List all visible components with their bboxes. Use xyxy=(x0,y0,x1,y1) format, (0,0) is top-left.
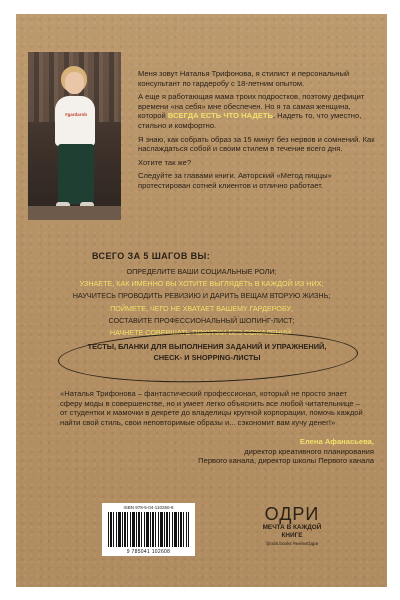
step-item: ОПРЕДЕЛИТЕ ВАШИ СОЦИАЛЬНЫЕ РОЛИ; xyxy=(126,267,277,276)
intro-question: Хотите так же? xyxy=(138,157,192,167)
intro-paragraph-1: Меня зовут Наталья Трифонова, я стилист и персональный консультант по гардеробу с 18-летним опытом. xyxy=(138,69,350,88)
barcode xyxy=(102,503,195,556)
intro-p2-end: . Надеть то, что уместно, стильно и комфортно. xyxy=(138,111,362,130)
step-item: СОСТАВИТЕ ПРОФЕССИОНАЛЬНЫЙ ШОПИНГ-ЛИСТ; xyxy=(108,315,295,325)
step-item: НАЧНЕТЕ СОВЕРШАТЬ ПОКУПКИ БЕЗ СОЖАЛЕНИЙ. xyxy=(109,328,294,338)
step-item: ПОЙМЕТЕ, ЧЕГО НЕ ХВАТАЕТ ВАШЕМУ ГАРДЕРОБУ; xyxy=(110,303,293,313)
isbn-text: ISBN 978-5-04-110260-8 xyxy=(123,505,174,510)
intro-paragraph-5: Следуйте за главами книги. Авторский «Метод пиццы» протестирован сотней клиентов и отлично работает. xyxy=(138,171,332,190)
author-intro xyxy=(138,69,378,195)
quote-author-role-2: Первого канала, директор школы Первого канала xyxy=(198,456,374,466)
intro-highlight: ВСЕГДА ЕСТЬ ЧТО НАДЕТЬ xyxy=(167,111,273,121)
author-pants xyxy=(58,144,94,204)
review-quote: «Наталья Трифонова – фантастический профессионал, который не просто знает сферу моды в совершенстве, но и умеет легко объяснить все любой читательнице – от студентки и мамочки в декрете до владелицы крупной корпорации, помочь каждой найти свой стиль, свои неповторимые образы и... сэкономит вам кучу денег!» xyxy=(60,389,363,427)
shirt-print: #gardarob xyxy=(64,112,87,117)
book-back-cover xyxy=(16,14,387,587)
bonus-materials-text: ТЕСТЫ, БЛАНКИ ДЛЯ ВЫПОЛНЕНИЯ ЗАДАНИЙ И УПРАЖНЕНИЙ, CHECK- И SHOPPING-ЛИСТЫ xyxy=(87,342,327,362)
publisher-slogan-1: МЕЧТА В КАЖДОЙ xyxy=(262,524,322,531)
photo-floor xyxy=(28,206,121,220)
quote-author xyxy=(144,437,374,466)
publisher-slogan-2: КНИГЕ xyxy=(281,531,303,539)
quote-author-name: Елена Афанасьева, xyxy=(299,437,374,446)
publisher-social: @odri.books #книгиОдри xyxy=(265,541,319,547)
author-face xyxy=(65,72,84,94)
quote-author-role-1: директор креативного планирования xyxy=(244,446,374,456)
intro-paragraph-2 xyxy=(138,92,378,130)
steps-list xyxy=(16,266,387,339)
barcode-bars xyxy=(108,512,189,547)
step-item: НАУЧИТЕСЬ ПРОВОДИТЬ РЕВИЗИЮ И ДАРИТЬ ВЕЩАМ ВТОРУЮ ЖИЗНЬ; xyxy=(72,291,331,301)
publisher-block xyxy=(252,504,332,546)
intro-p2-start: А еще я работающая мама троих подростков, поэтому дефицит времени «на себя» мне обеспечен. Но я та самая женщина, которой xyxy=(138,92,365,121)
barcode-digits: 9 785041 102608 xyxy=(126,549,171,555)
step-item: УЗНАЕТЕ, КАК ИМЕННО ВЫ ХОТИТЕ ВЫГЛЯДЕТЬ В КАЖДОЙ ИЗ НИХ; xyxy=(79,279,324,289)
steps-heading: ВСЕГО ЗА 5 ШАГОВ ВЫ: xyxy=(92,251,211,261)
author-shirt xyxy=(55,96,95,146)
intro-paragraph-3: Я знаю, как собрать образ за 15 минут без нервов и сомнений. Как наслаждаться собой и своим стилем в течение всего дня. xyxy=(138,134,375,154)
publisher-logo: ОДРИ xyxy=(264,504,320,524)
author-photo xyxy=(28,52,121,220)
